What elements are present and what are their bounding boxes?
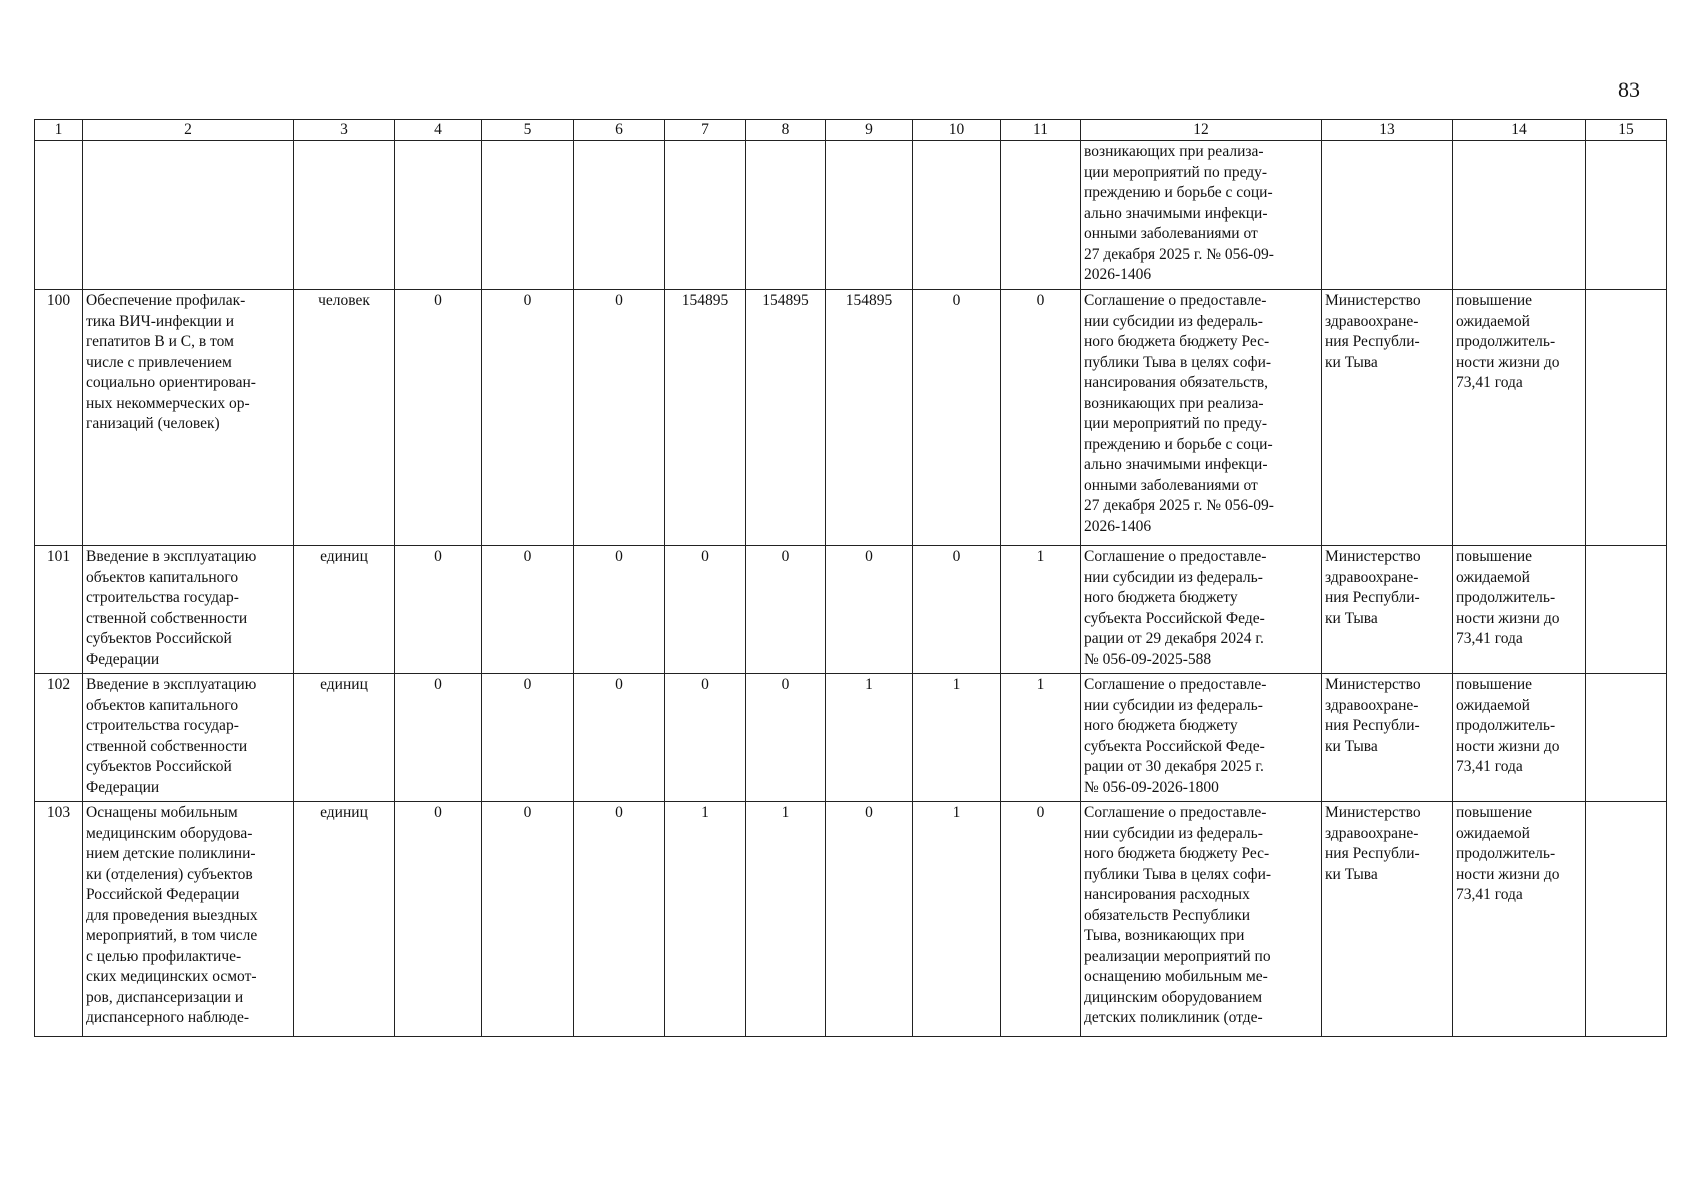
table-cell: 154895: [746, 290, 826, 546]
col-header: 3: [294, 120, 395, 141]
table-cell: Обеспечение профилак- тика ВИЧ-инфекции и гепатитов В и С, в том числе с привлечением социально ориентирован- ных некоммерческих ор- ганизаций (человек): [83, 290, 294, 546]
table-cell: Соглашение о предоставле- нии субсидии из федераль- ного бюджета бюджету субъекта Российской Феде- рации от 30 декабря 2025 г. № 056-09-2026-1800: [1081, 674, 1322, 802]
table-row: [35, 546, 1667, 674]
col-header: 6: [574, 120, 665, 141]
table-cell: 0: [395, 546, 482, 674]
table-cell: 0: [913, 290, 1001, 546]
table-cell: 1: [746, 802, 826, 1037]
table-cell: единиц: [294, 546, 395, 674]
table-cell: [482, 141, 574, 290]
col-header: 1: [35, 120, 83, 141]
table-cell: [1001, 141, 1081, 290]
table-cell: Соглашение о предоставле- нии субсидии из федераль- ного бюджета бюджету Рес- публики Тыва в целях софи- нансирования расходных обязательств Республики Тыва, возникающих при реализации мероприятий по оснащению мобильным ме- дицинским оборудованием детских поликлиник (отде-: [1081, 802, 1322, 1037]
page-number: 83: [1618, 77, 1640, 102]
col-header: 10: [913, 120, 1001, 141]
table-row: [35, 802, 1667, 1037]
col-header: 9: [826, 120, 913, 141]
table-cell: 0: [395, 674, 482, 802]
table-cell: 0: [482, 674, 574, 802]
table-cell: 154895: [665, 290, 746, 546]
table-cell: повышение ожидаемой продолжитель- ности жизни до 73,41 года: [1453, 290, 1586, 546]
table-cell: [1586, 802, 1667, 1037]
table-cell: 1: [913, 674, 1001, 802]
col-header: 13: [1322, 120, 1453, 141]
table-body: [35, 141, 1667, 1037]
table-cell: [826, 141, 913, 290]
table-cell: 102: [35, 674, 83, 802]
table-cell: 100: [35, 290, 83, 546]
table-cell: [1453, 141, 1586, 290]
col-header: 7: [665, 120, 746, 141]
table-cell: 1: [665, 802, 746, 1037]
table-cell: Введение в эксплуатацию объектов капитального строительства государ- ственной собственности субъектов Российской Федерации: [83, 674, 294, 802]
table-cell: Министерство здравоохране- ния Республи- ки Тыва: [1322, 674, 1453, 802]
table-cell: 0: [1001, 802, 1081, 1037]
table-row: [35, 141, 1667, 290]
col-header: 8: [746, 120, 826, 141]
table-cell: Министерство здравоохране- ния Республи- ки Тыва: [1322, 802, 1453, 1037]
table-cell: [294, 141, 395, 290]
table-cell: повышение ожидаемой продолжитель- ности жизни до 73,41 года: [1453, 802, 1586, 1037]
table-cell: повышение ожидаемой продолжитель- ности жизни до 73,41 года: [1453, 546, 1586, 674]
table-cell: [913, 141, 1001, 290]
table-cell: Министерство здравоохране- ния Республи- ки Тыва: [1322, 290, 1453, 546]
table-cell: 0: [746, 546, 826, 674]
table-cell: 0: [1001, 290, 1081, 546]
table-cell: 0: [665, 546, 746, 674]
table-cell: [395, 141, 482, 290]
table-cell: 0: [574, 546, 665, 674]
table-cell: 0: [826, 546, 913, 674]
table-cell: [1586, 141, 1667, 290]
table-cell: единиц: [294, 674, 395, 802]
table-cell: Соглашение о предоставле- нии субсидии из федераль- ного бюджета бюджету Рес- публики Тыва в целях софи- нансирования обязательств, возникающих при реализа- ции мероприятий по преду- преждению и борьбе с соци- ально значимыми инфекци- онными заболеваниями от 27 декабря 2025 г. № 056-09- 2026-1406: [1081, 290, 1322, 546]
table-cell: повышение ожидаемой продолжитель- ности жизни до 73,41 года: [1453, 674, 1586, 802]
table-cell: 1: [826, 674, 913, 802]
table-cell: [1586, 290, 1667, 546]
table-row: [35, 290, 1667, 546]
table-cell: 1: [1001, 546, 1081, 674]
table-cell: 0: [913, 546, 1001, 674]
table-cell: Министерство здравоохране- ния Республи- ки Тыва: [1322, 546, 1453, 674]
table-cell: [1586, 674, 1667, 802]
table-cell: [665, 141, 746, 290]
table-cell: 154895: [826, 290, 913, 546]
table-cell: 0: [826, 802, 913, 1037]
header-row: [35, 120, 1667, 141]
table-cell: [574, 141, 665, 290]
table-cell: 0: [665, 674, 746, 802]
table-cell: единиц: [294, 802, 395, 1037]
table-cell: Соглашение о предоставле- нии субсидии из федераль- ного бюджета бюджету субъекта Российской Феде- рации от 29 декабря 2024 г. № 056-09-2025-588: [1081, 546, 1322, 674]
program-table: [34, 119, 1667, 1037]
table-cell: 0: [574, 674, 665, 802]
table-cell: 1: [913, 802, 1001, 1037]
table-cell: 0: [746, 674, 826, 802]
table-cell: 0: [574, 802, 665, 1037]
table-cell: 0: [482, 802, 574, 1037]
col-header: 2: [83, 120, 294, 141]
col-header: 4: [395, 120, 482, 141]
table-cell: 0: [574, 290, 665, 546]
table-cell: 101: [35, 546, 83, 674]
table-cell: 0: [482, 546, 574, 674]
table-cell: человек: [294, 290, 395, 546]
table-cell: [1586, 546, 1667, 674]
table-cell: 0: [482, 290, 574, 546]
table-row: [35, 674, 1667, 802]
table-cell: [746, 141, 826, 290]
col-header: 5: [482, 120, 574, 141]
table-cell: 0: [395, 802, 482, 1037]
table-cell: [1322, 141, 1453, 290]
col-header: 15: [1586, 120, 1667, 141]
table-cell: 1: [1001, 674, 1081, 802]
col-header: 12: [1081, 120, 1322, 141]
table-cell: [83, 141, 294, 290]
table-cell: возникающих при реализа- ции мероприятий по преду- преждению и борьбе с соци- ально значимыми инфекци- онными заболеваниями от 27 декабря 2025 г. № 056-09- 2026-1406: [1081, 141, 1322, 290]
table-cell: Оснащены мобильным медицинским оборудова- нием детские поликлини- ки (отделения) субъектов Российской Федерации для проведения выездных мероприятий, в том числе с целью профилактиче- ских медицинских осмот- ров, диспансеризации и диспансерного наблюде-: [83, 802, 294, 1037]
col-header: 14: [1453, 120, 1586, 141]
table-cell: [35, 141, 83, 290]
col-header: 11: [1001, 120, 1081, 141]
table-cell: 0: [395, 290, 482, 546]
table-cell: 103: [35, 802, 83, 1037]
table-cell: Введение в эксплуатацию объектов капитального строительства государ- ственной собственности субъектов Российской Федерации: [83, 546, 294, 674]
